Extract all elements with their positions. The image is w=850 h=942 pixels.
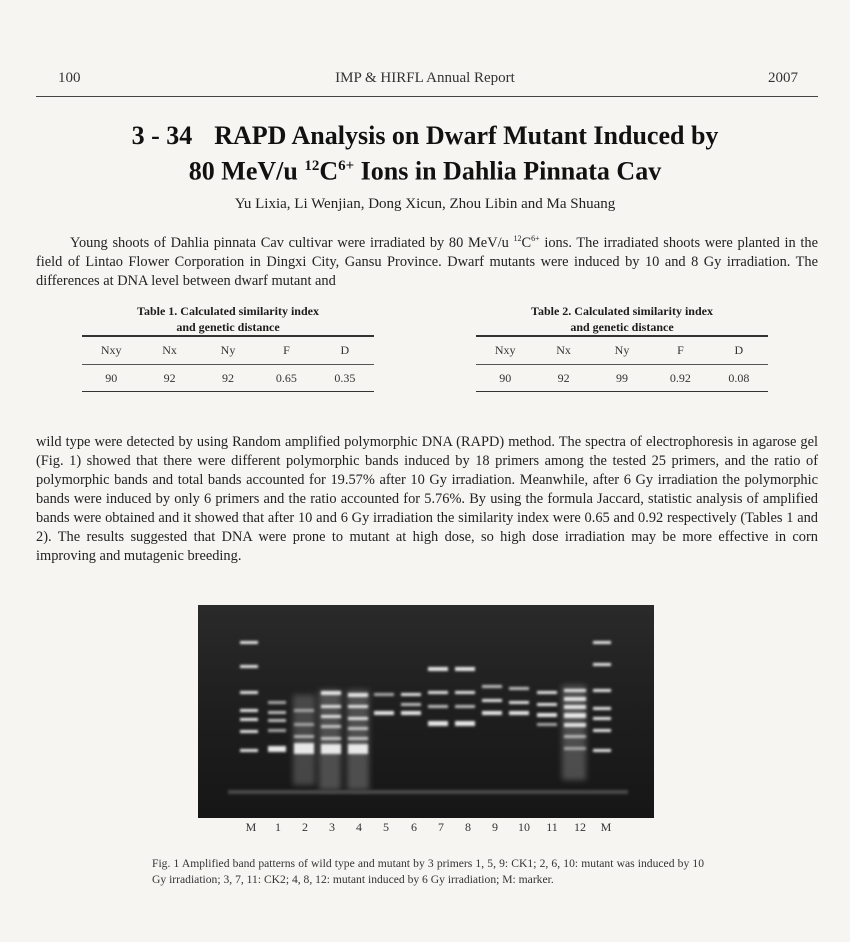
lane-label: 5 — [383, 820, 389, 834]
page-number: 100 — [58, 70, 81, 86]
journal-name: IMP & HIRFL Annual Report — [335, 70, 515, 86]
table-1-header-row — [82, 337, 374, 364]
gel-electrophoresis-image — [198, 605, 654, 818]
table-1-value-row — [82, 365, 374, 391]
lane-label: 6 — [411, 820, 417, 834]
title-mass-sup: 12 — [304, 158, 320, 174]
para1-text-b: ions. The irradiated shoots were planted in the field of Lintao Flower Corporation in Dingxi City, Gansu Province. Dwarf mutants were induced by 10 and 8 Gy irradiation. The differences at DNA level between dwarf mutant and — [36, 234, 818, 289]
table-1-cell: 90 — [105, 370, 118, 385]
table-1-header-cell: Nx — [162, 342, 177, 357]
lane-label: 12 — [574, 820, 586, 834]
article-number: 3 - 34 — [131, 121, 193, 150]
table-1-cell: 92 — [163, 370, 176, 385]
table-2-header-cell: D — [734, 342, 744, 357]
authors: Yu Lixia, Li Wenjian, Dong Xicun, Zhou Libin and Ma Shuang — [234, 196, 616, 212]
table-1-header-cell: D — [340, 342, 350, 357]
table-2-caption-line1: Table 2. Calculated similarity index — [531, 304, 713, 318]
table-2-bottom-rule — [476, 391, 768, 393]
table-1-cell: 0.65 — [275, 370, 297, 385]
lane-label: M — [600, 820, 612, 834]
table-2-header-cell: Ny — [614, 342, 630, 357]
title-line-2 — [0, 151, 850, 187]
table-2-caption-line2: and genetic distance — [570, 320, 674, 334]
lane-labels — [0, 820, 850, 834]
table-1-caption-line2: and genetic distance — [176, 320, 280, 334]
table-1-header-cell: Nxy — [100, 342, 122, 357]
para1-text-a: Young shoots of Dahlia pinnata Cav cultivar were irradiated by 80 MeV/u — [70, 234, 514, 251]
title-suffix: Ions in Dahlia Pinnata Cav — [354, 156, 662, 186]
lane-label: M — [245, 820, 257, 834]
lane-label: 9 — [492, 820, 498, 834]
table-1-caption-line1: Table 1. Calculated similarity index — [137, 304, 319, 318]
gel-primer-front — [228, 790, 628, 794]
lane-label: 2 — [302, 820, 308, 834]
table-1-cell: 0.35 — [334, 370, 356, 385]
para1-ion: C — [521, 234, 532, 251]
table-2-header-cell: F — [677, 342, 684, 357]
lane-label: 7 — [438, 820, 444, 834]
table-2-cell: 90 — [499, 370, 512, 385]
table-2-header-row — [476, 337, 768, 364]
para1-charge-sup: 6+ — [531, 234, 540, 243]
body-paragraph-2: wild type were detected by using Random amplified polymorphic DNA (RAPD) method. The spectra of electrophoresis in agarose gel (Fig. 1) showed that there were different polymorphic bands induced by 18 primers among the tested 25 primers, and the ratio of polymorphic bands and total bands accounted for 19.57% after 10 Gy irradiation. Meanwhile, after 6 Gy irradiation the polymorphic bands were induced by only 6 primers and the ratio accounted for 5.76%. By using the formula Jaccard, statistic analysis of amplified bands were obtained and it showed that after 10 and 6 Gy irradiation the similarity index were 0.65 and 0.92 respectively (Tables 1 and 2). The results suggested that DNA were prone to mutant at high dose, so high dose irradiation may be more effective in corn improving and mutagenic breeding. — [36, 434, 818, 564]
table-2-cell: 0.92 — [669, 370, 691, 385]
lane-label: 4 — [356, 820, 362, 834]
table-2-header-cell: Nx — [556, 342, 571, 357]
body-paragraph-1 — [36, 229, 818, 291]
table-1-cell: 92 — [222, 370, 235, 385]
table-1-header-cell: Ny — [220, 342, 236, 357]
lane-label: 1 — [275, 820, 281, 834]
table-2 — [476, 303, 768, 392]
table-2-header-cell: Nxy — [494, 342, 516, 357]
title-energy: 80 MeV/u — [188, 156, 305, 186]
title-text-1: RAPD Analysis on Dwarf Mutant Induced by — [214, 121, 719, 150]
table-2-cell: 0.08 — [728, 370, 750, 385]
lane-label: 3 — [329, 820, 335, 834]
lane-label: 8 — [465, 820, 471, 834]
report-year: 2007 — [768, 70, 798, 86]
table-2-value-row — [476, 365, 768, 391]
table-1 — [82, 303, 374, 392]
para1-mass-sup: 12 — [513, 234, 522, 243]
title-line-1 — [0, 120, 850, 151]
table-2-cell: 99 — [616, 370, 629, 385]
table-1-bottom-rule — [82, 391, 374, 393]
table-1-header-cell: F — [283, 342, 290, 357]
title-charge-sup: 6+ — [338, 158, 355, 174]
header-rule — [36, 96, 818, 97]
figure-caption: Fig. 1 Amplified band patterns of wild type and mutant by 3 primers 1, 5, 9: CK1; 2, 6, 10: mutant was induced by 10 Gy irradiation; 3, 7, 11: CK2; 4, 8, 12: mutant induced by 6 Gy irradiation; M: marker. — [152, 857, 704, 886]
table-2-cell: 92 — [557, 370, 570, 385]
article-title — [0, 120, 850, 187]
lane-label: 10 — [518, 820, 530, 834]
title-ion: C — [319, 156, 339, 186]
lane-label: 11 — [546, 820, 558, 834]
